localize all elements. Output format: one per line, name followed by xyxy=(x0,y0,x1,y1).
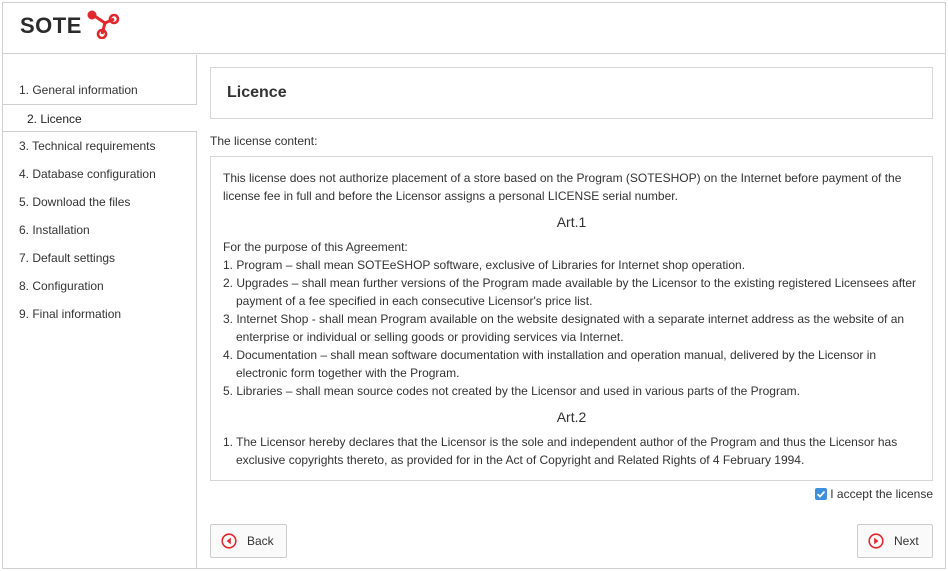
art2-item: 1. The Licensor hereby declares that the Licensor is the sole and independent author of the Program and thus the Licensor has exclusive copyrights thereto, as provided for in the Act of Copyright and Related Rights of 4 February 1994. xyxy=(223,435,898,467)
back-button-label: Back xyxy=(247,534,274,548)
art1-item: 5. Libraries – shall mean source codes not created by the Licensor and used in various parts of the Program. xyxy=(223,384,800,398)
circle-arrow-left-icon xyxy=(221,533,237,549)
steps-list xyxy=(3,76,196,328)
license-intro: This license does not authorize placement of a store based on the Program (SOTESHOP) on the Internet before payment of the license fee in full and before the Licensor assigns a personal LICENSE serial number. xyxy=(223,171,902,203)
title-box xyxy=(210,67,933,119)
step-default-settings[interactable]: 7. Default settings xyxy=(19,251,116,265)
page-title: Licence xyxy=(227,84,287,101)
art2-heading: Art.2 xyxy=(556,409,587,425)
header xyxy=(3,3,945,54)
license-text-box[interactable] xyxy=(210,156,933,481)
next-button-label: Next xyxy=(894,534,919,548)
accept-license-label: I accept the license xyxy=(830,487,933,501)
logo-text: SOTE xyxy=(20,13,82,38)
circle-arrow-right-icon xyxy=(868,533,884,549)
installer-window xyxy=(2,2,946,569)
step-installation[interactable]: 6. Installation xyxy=(19,223,90,237)
step-technical-requirements[interactable]: 3. Technical requirements xyxy=(19,139,156,153)
license-content-label: The license content: xyxy=(210,134,318,148)
logo xyxy=(20,13,120,39)
step-licence[interactable]: 2. Licence xyxy=(3,104,197,132)
art1-item: 1. Program – shall mean SOTEeSHOP software, exclusive of Libraries for Internet shop operation. xyxy=(223,258,746,272)
step-general-information[interactable]: 1. General information xyxy=(19,83,138,97)
accept-license-checkbox[interactable] xyxy=(815,488,827,500)
step-download-files[interactable]: 5. Download the files xyxy=(19,195,131,209)
art1-item: 2. Upgrades – shall mean further versions of the Program made available by the Licensor to the existing registered Licensees after payment of a fee specified in each consecutive Licensor's price list. xyxy=(223,276,917,308)
step-final-information[interactable]: 9. Final information xyxy=(19,307,122,321)
steps-sidebar xyxy=(3,55,197,569)
step-database-configuration[interactable]: 4. Database configuration xyxy=(19,167,156,181)
art1-lead: For the purpose of this Agreement: xyxy=(223,240,408,254)
art1-item: 4. Documentation – shall mean software documentation with installation and operation manual, delivered by the Licensor in electronic form together with the Program. xyxy=(223,348,877,380)
logo-mark-icon xyxy=(84,9,120,39)
main-panel xyxy=(210,67,933,548)
art1-heading: Art.1 xyxy=(556,214,587,230)
art1-item: 3. Internet Shop - shall mean Program available on the website designated with a separate internet address as the website of an enterprise or individual or selling goods or providing services via Internet. xyxy=(223,312,905,344)
checkmark-icon xyxy=(816,489,826,499)
step-configuration[interactable]: 8. Configuration xyxy=(19,279,104,293)
accept-license-row[interactable] xyxy=(815,487,933,501)
next-button[interactable] xyxy=(857,524,933,558)
back-button[interactable] xyxy=(210,524,287,558)
